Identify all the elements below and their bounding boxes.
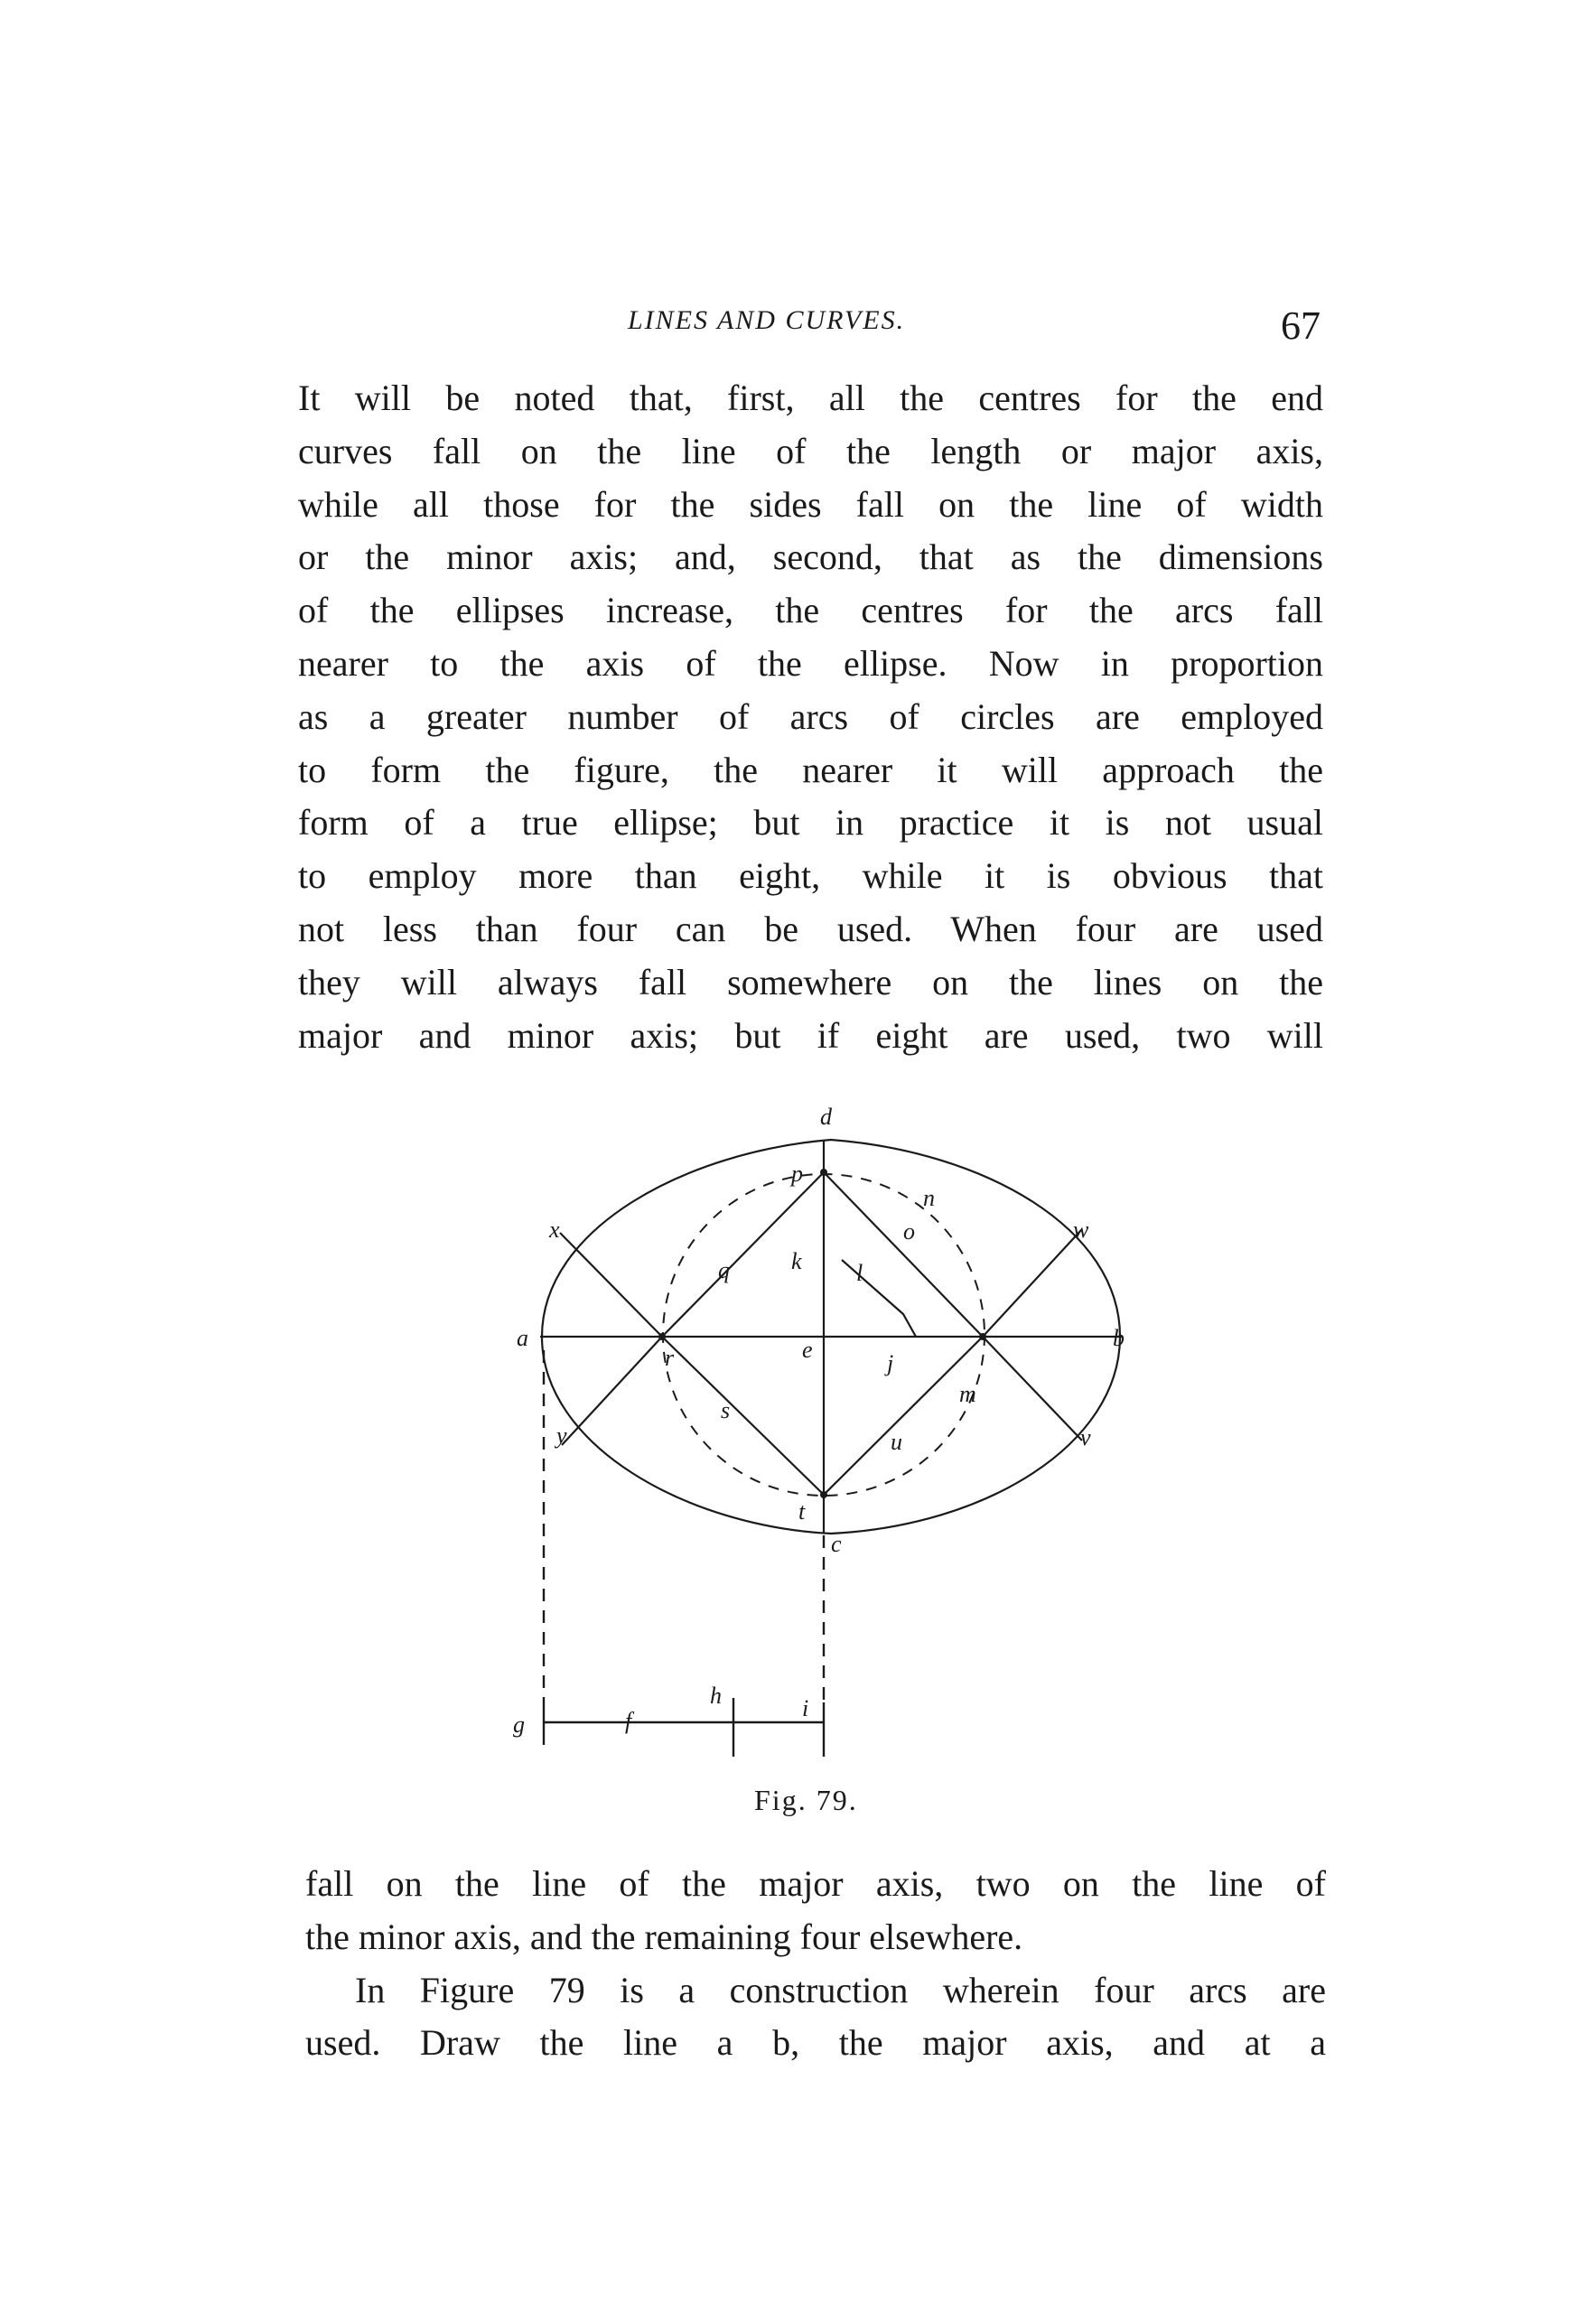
text-line: the minor axis, and the remaining four elsewhere. xyxy=(305,1916,1023,1957)
running-head: LINES AND CURVES. xyxy=(628,305,906,335)
label-w: w xyxy=(1073,1217,1089,1243)
text-line: of the ellipses increase, the centres for the arcs fall xyxy=(298,590,1323,631)
text-line: major and minor axis; but if eight are used, two will xyxy=(298,1014,1323,1056)
centre-dot-r xyxy=(658,1333,666,1340)
label-m: m xyxy=(959,1381,976,1407)
construction-line-jt xyxy=(824,1337,983,1495)
text-line: In Figure 79 is a construction wherein four arcs are xyxy=(355,1969,1326,2010)
label-n: n xyxy=(923,1185,935,1211)
label-q: q xyxy=(718,1257,730,1283)
text-line: while all those for the sides fall on the line of width xyxy=(298,483,1323,525)
text-line: to employ more than eight, while it is obvious that xyxy=(298,855,1323,897)
label-s: s xyxy=(721,1397,731,1423)
text-line: form of a true ellipse; but in practice it is not usual xyxy=(298,802,1323,844)
label-j: j xyxy=(887,1350,894,1376)
label-a: a xyxy=(517,1325,528,1351)
centre-dot-j xyxy=(979,1333,986,1340)
centre-dot-t xyxy=(820,1491,827,1498)
page-number: 67 xyxy=(1281,303,1321,348)
text-line: nearer to the axis of the ellipse. Now in proportion xyxy=(298,642,1323,684)
label-f: f xyxy=(625,1708,632,1734)
label-h: h xyxy=(710,1683,722,1709)
label-r: r xyxy=(665,1345,675,1371)
construction-line-pj xyxy=(824,1172,983,1337)
label-l: l xyxy=(856,1260,863,1286)
diagonal-j-v xyxy=(983,1337,1082,1441)
text-line: they will always fall somewhere on the lines on the xyxy=(298,961,1323,1002)
label-t: t xyxy=(798,1498,806,1525)
bisector-l xyxy=(842,1260,916,1337)
label-c: c xyxy=(831,1531,842,1557)
text-line: as a greater number of arcs of circles are employed xyxy=(298,695,1323,737)
label-o: o xyxy=(903,1218,915,1245)
text-line: curves fall on the line of the length or major axis, xyxy=(298,430,1323,471)
text-line: used. Draw the line a b, the major axis, and at a xyxy=(305,2022,1326,2064)
text-line: fall on the line of the major axis, two on the line of xyxy=(305,1863,1326,1904)
text-line: not less than four can be used. When four are used xyxy=(298,908,1323,949)
centre-dot-p xyxy=(820,1169,827,1176)
label-p: p xyxy=(791,1161,803,1187)
label-u: u xyxy=(891,1429,902,1455)
diagonal-w-j xyxy=(983,1230,1081,1337)
figure-caption: Fig. 79. xyxy=(754,1784,858,1816)
paragraph-bottom xyxy=(305,1858,1326,2070)
diagonal-r-y xyxy=(562,1337,662,1445)
construction-line-rt xyxy=(662,1337,824,1495)
label-k: k xyxy=(791,1248,802,1274)
label-b: b xyxy=(1113,1325,1125,1351)
label-v: v xyxy=(1080,1424,1091,1450)
text-line: It will be noted that, first, all the centres for the end xyxy=(298,378,1323,418)
text-line: to form the figure, the nearer it will approach the xyxy=(298,749,1323,790)
label-x: x xyxy=(549,1217,560,1243)
label-g: g xyxy=(513,1711,525,1738)
text-line: or the minor axis; and, second, that as the dimensions xyxy=(298,536,1323,578)
label-d: d xyxy=(820,1104,832,1130)
label-i: i xyxy=(802,1695,809,1721)
diagonal-x-t xyxy=(560,1233,662,1337)
label-e: e xyxy=(802,1337,813,1363)
label-y: y xyxy=(556,1422,567,1449)
